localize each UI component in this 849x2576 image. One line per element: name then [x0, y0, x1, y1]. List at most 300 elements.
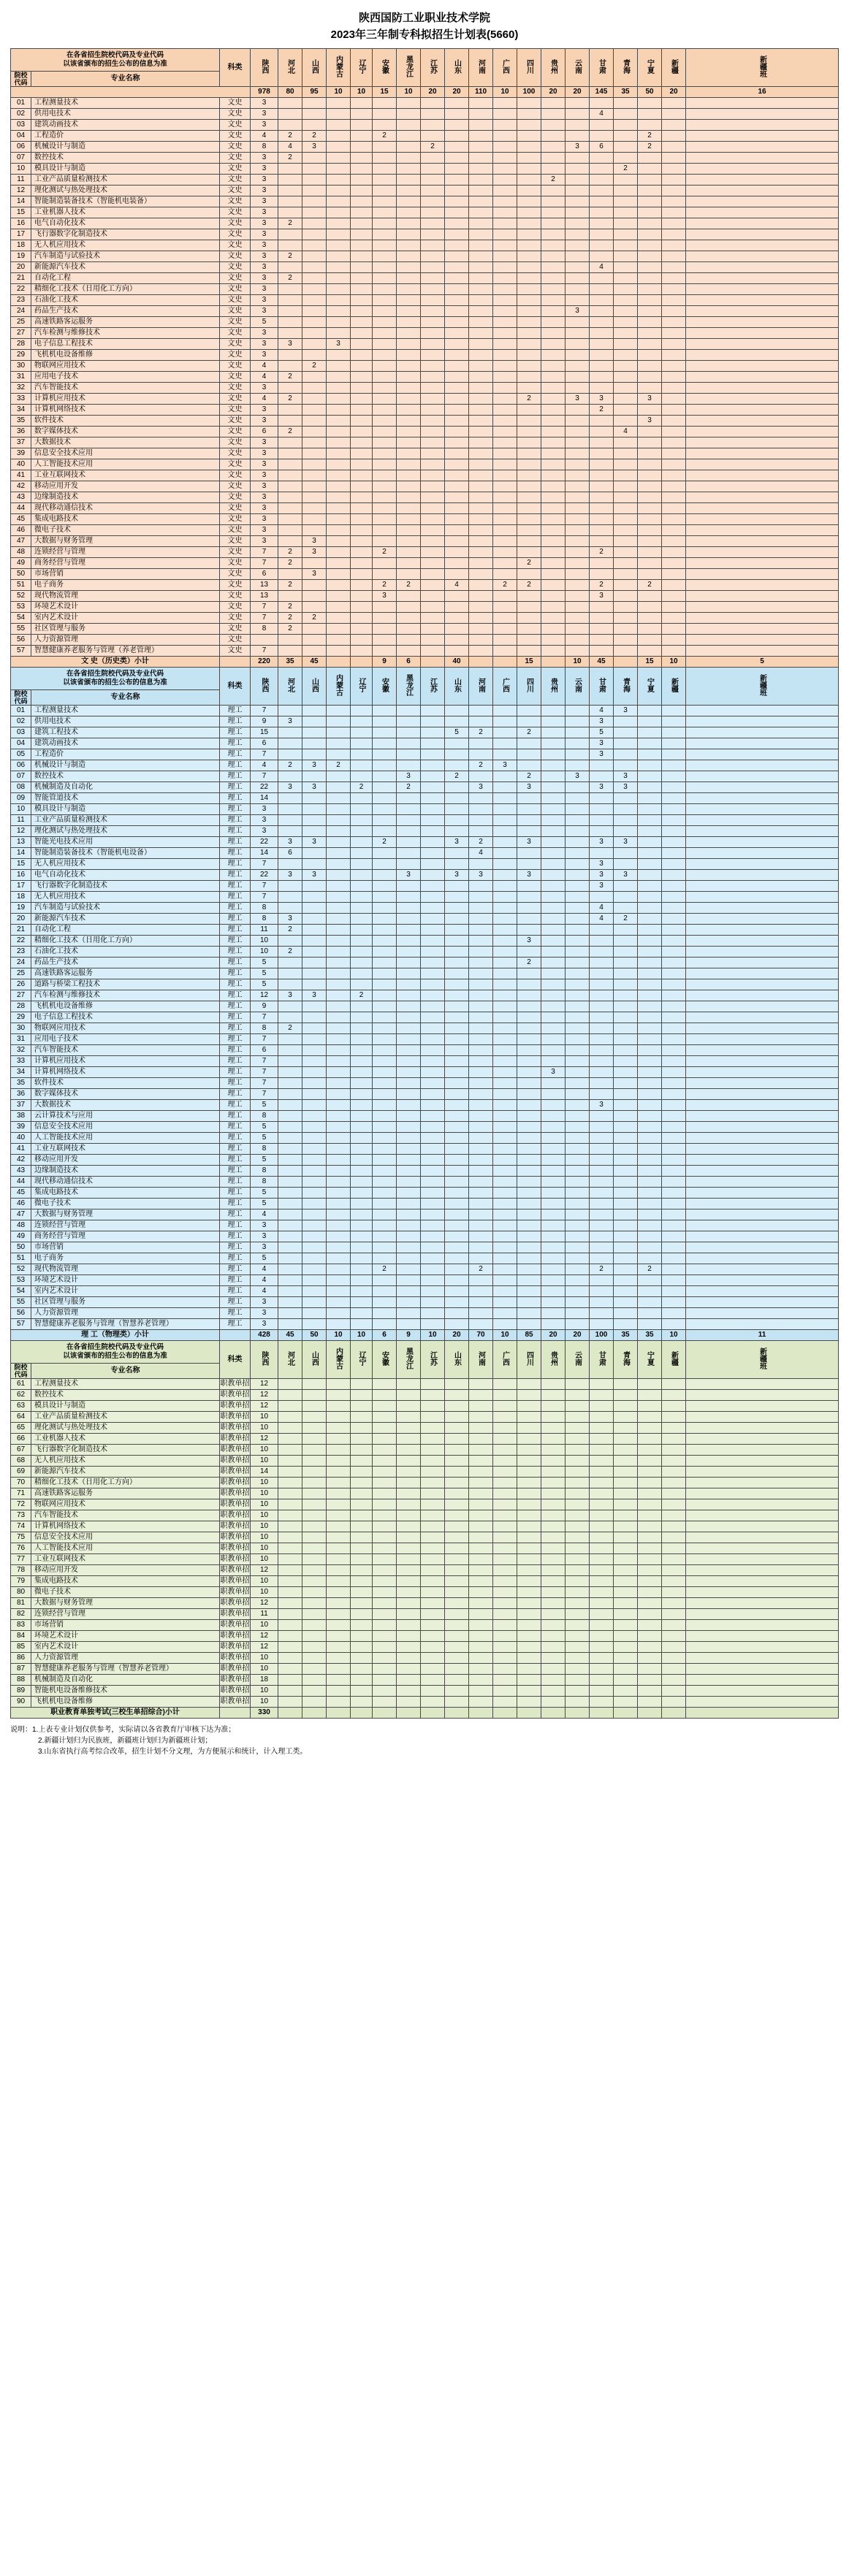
table-row	[11, 1155, 839, 1166]
row-value-15	[614, 968, 638, 979]
table-row	[11, 481, 839, 492]
row-value-4	[351, 1620, 373, 1631]
row-value-8	[445, 1686, 469, 1697]
total-value-4	[351, 1708, 373, 1719]
row-value-8	[445, 1144, 469, 1155]
row-value-15: 3	[614, 870, 638, 881]
table-row	[11, 771, 839, 782]
row-value-15	[614, 1478, 638, 1488]
row-value-2: 3	[302, 142, 327, 153]
row-value-15	[614, 1598, 638, 1609]
row-value-17	[662, 383, 686, 394]
row-value-5	[373, 914, 397, 925]
row-value-11	[517, 1319, 541, 1330]
row-value-18	[686, 815, 839, 826]
table-row	[11, 142, 839, 153]
row-value-11	[517, 1478, 541, 1488]
row-value-18	[686, 284, 839, 295]
total-value-8	[445, 1708, 469, 1719]
row-value-0: 7	[251, 1034, 278, 1045]
row-value-0: 3	[251, 1220, 278, 1231]
row-value-10	[493, 958, 517, 968]
row-value-0: 12	[251, 1390, 278, 1401]
row-value-14: 2	[590, 547, 614, 558]
row-value-14	[590, 470, 614, 481]
row-value-15	[614, 1379, 638, 1390]
row-value-16	[638, 251, 662, 262]
row-value-11	[517, 716, 541, 727]
row-value-1	[278, 749, 302, 760]
row-value-9	[469, 914, 493, 925]
row-value-1	[278, 1067, 302, 1078]
row-value-18	[686, 1631, 839, 1642]
row-value-12	[541, 1390, 566, 1401]
row-value-8	[445, 350, 469, 361]
row-value-5	[373, 990, 397, 1001]
row-value-1	[278, 437, 302, 448]
row-value-3	[327, 1209, 351, 1220]
table-row	[11, 273, 839, 284]
row-code: 10	[11, 804, 31, 815]
row-value-17	[662, 1045, 686, 1056]
row-value-7	[421, 826, 445, 837]
row-value-9	[469, 1012, 493, 1023]
row-value-2	[302, 120, 327, 131]
row-value-17	[662, 1423, 686, 1434]
total-value-2: 45	[302, 657, 327, 668]
row-value-17	[662, 624, 686, 635]
row-value-7	[421, 848, 445, 859]
row-value-3	[327, 1598, 351, 1609]
row-value-4	[351, 624, 373, 635]
row-value-15: 3	[614, 706, 638, 716]
province-count-18: 16	[686, 87, 839, 98]
row-value-0: 7	[251, 558, 278, 569]
row-value-11	[517, 481, 541, 492]
row-value-7	[421, 727, 445, 738]
row-value-15	[614, 558, 638, 569]
row-value-5	[373, 207, 397, 218]
row-value-9	[469, 120, 493, 131]
row-value-3	[327, 635, 351, 646]
row-value-16	[638, 1675, 662, 1686]
row-value-10	[493, 1133, 517, 1144]
row-value-10	[493, 1155, 517, 1166]
row-value-12	[541, 1144, 566, 1155]
row-value-1	[278, 1078, 302, 1089]
row-major-name: 连锁经营与管理	[31, 547, 220, 558]
row-value-0: 3	[251, 1319, 278, 1330]
row-value-16: 3	[638, 416, 662, 427]
row-value-5	[373, 1576, 397, 1587]
row-value-5	[373, 1653, 397, 1664]
row-value-7	[421, 196, 445, 207]
table-row	[11, 635, 839, 646]
row-value-15	[614, 947, 638, 958]
row-value-7	[421, 229, 445, 240]
row-value-3	[327, 990, 351, 1001]
row-value-1	[278, 1199, 302, 1209]
row-value-4	[351, 716, 373, 727]
row-value-14	[590, 229, 614, 240]
row-value-2	[302, 98, 327, 109]
row-value-14	[590, 624, 614, 635]
table-row	[11, 196, 839, 207]
row-value-5	[373, 1532, 397, 1543]
row-value-17	[662, 925, 686, 936]
row-value-7	[421, 1423, 445, 1434]
row-value-12	[541, 1675, 566, 1686]
row-value-18	[686, 1188, 839, 1199]
row-value-7	[421, 1264, 445, 1275]
row-value-9	[469, 1275, 493, 1286]
row-value-16	[638, 979, 662, 990]
row-value-3	[327, 947, 351, 958]
row-value-17	[662, 1532, 686, 1543]
row-value-18	[686, 947, 839, 958]
row-value-12	[541, 218, 566, 229]
province-count-2: 95	[302, 87, 327, 98]
row-major-name: 高速铁路客运服务	[31, 1488, 220, 1499]
row-value-10	[493, 1067, 517, 1078]
row-value-1	[278, 1576, 302, 1587]
row-value-3	[327, 470, 351, 481]
row-value-8	[445, 218, 469, 229]
row-value-16	[638, 1220, 662, 1231]
row-value-18	[686, 738, 839, 749]
table-row	[11, 1133, 839, 1144]
row-value-14	[590, 1412, 614, 1423]
row-value-12	[541, 120, 566, 131]
row-value-10	[493, 1587, 517, 1598]
section-header-province-15: 青海	[614, 49, 638, 87]
row-value-9	[469, 1379, 493, 1390]
row-value-3	[327, 1532, 351, 1543]
row-value-10	[493, 240, 517, 251]
row-major-name: 人力资源管理	[31, 635, 220, 646]
row-value-17	[662, 1434, 686, 1445]
row-value-13	[566, 1565, 590, 1576]
row-value-15	[614, 229, 638, 240]
row-value-0: 3	[251, 383, 278, 394]
total-value-14: 100	[590, 1330, 614, 1341]
row-value-13	[566, 416, 590, 427]
row-value-11	[517, 1242, 541, 1253]
row-value-4	[351, 1543, 373, 1554]
row-value-0: 3	[251, 416, 278, 427]
province-count-6: 10	[397, 87, 421, 98]
row-value-0: 3	[251, 295, 278, 306]
row-value-6	[397, 536, 421, 547]
row-value-7	[421, 1056, 445, 1067]
row-value-13: 3	[566, 306, 590, 317]
row-value-12	[541, 979, 566, 990]
province-count-4: 10	[351, 87, 373, 98]
row-value-3	[327, 1488, 351, 1499]
row-value-17	[662, 1067, 686, 1078]
section-header-note: 在各省招生院校代码及专业代码 以该省颁布的招生公布的信息为准	[11, 49, 220, 72]
row-value-11	[517, 749, 541, 760]
row-subject: 理工	[220, 892, 251, 903]
row-value-4	[351, 218, 373, 229]
row-value-7	[421, 1686, 445, 1697]
row-value-8: 3	[445, 870, 469, 881]
row-value-7	[421, 613, 445, 624]
row-code: 52	[11, 1264, 31, 1275]
row-code: 29	[11, 350, 31, 361]
row-value-15	[614, 1319, 638, 1330]
row-value-5	[373, 1664, 397, 1675]
row-subject: 职教单招	[220, 1390, 251, 1401]
row-value-18	[686, 273, 839, 284]
row-value-17	[662, 547, 686, 558]
row-value-7: 2	[421, 142, 445, 153]
table-row	[11, 437, 839, 448]
row-value-6	[397, 1177, 421, 1188]
row-value-1: 2	[278, 547, 302, 558]
row-subject: 理工	[220, 979, 251, 990]
row-value-1	[278, 1587, 302, 1598]
row-value-8	[445, 1209, 469, 1220]
total-value-11: 15	[517, 657, 541, 668]
row-value-6	[397, 635, 421, 646]
row-value-15	[614, 1532, 638, 1543]
row-value-15	[614, 317, 638, 328]
row-value-7	[421, 514, 445, 525]
row-value-17	[662, 848, 686, 859]
table-row	[11, 1319, 839, 1330]
row-value-7	[421, 958, 445, 968]
row-value-10	[493, 1565, 517, 1576]
row-value-0: 8	[251, 1144, 278, 1155]
row-value-2	[302, 1188, 327, 1199]
row-value-11	[517, 525, 541, 536]
row-value-13	[566, 782, 590, 793]
row-value-2	[302, 1467, 327, 1478]
total-value-0: 330	[251, 1708, 278, 1719]
row-value-6	[397, 646, 421, 657]
row-value-6	[397, 1686, 421, 1697]
row-value-0: 12	[251, 1379, 278, 1390]
row-value-15	[614, 120, 638, 131]
row-subject: 文史	[220, 317, 251, 328]
row-code: 46	[11, 1199, 31, 1209]
row-value-1	[278, 892, 302, 903]
row-value-8	[445, 1089, 469, 1100]
row-value-6	[397, 1510, 421, 1521]
row-value-2	[302, 706, 327, 716]
row-code: 25	[11, 968, 31, 979]
table-row	[11, 295, 839, 306]
row-value-9	[469, 350, 493, 361]
row-value-4	[351, 361, 373, 372]
table-row	[11, 782, 839, 793]
row-value-1	[278, 1253, 302, 1264]
row-value-5	[373, 1286, 397, 1297]
total-value-13: 10	[566, 657, 590, 668]
row-value-18	[686, 1155, 839, 1166]
row-value-18	[686, 793, 839, 804]
row-major-name: 工业产品质量检测技术	[31, 175, 220, 186]
section-header-subject: 科类	[220, 668, 251, 706]
row-value-9: 2	[469, 727, 493, 738]
row-value-7	[421, 547, 445, 558]
row-value-0: 10	[251, 947, 278, 958]
row-value-1: 3	[278, 837, 302, 848]
section-header-province-15: 青海	[614, 1341, 638, 1379]
row-major-name: 信息安全技术应用	[31, 448, 220, 459]
row-value-10	[493, 1199, 517, 1209]
row-value-9	[469, 1631, 493, 1642]
row-value-16	[638, 481, 662, 492]
row-value-9	[469, 317, 493, 328]
row-value-1	[278, 1675, 302, 1686]
row-code: 02	[11, 109, 31, 120]
row-value-13	[566, 503, 590, 514]
row-value-17	[662, 1510, 686, 1521]
table-row	[11, 1488, 839, 1499]
row-value-6	[397, 1286, 421, 1297]
table-row	[11, 339, 839, 350]
row-value-18	[686, 1390, 839, 1401]
row-value-7	[421, 990, 445, 1001]
row-value-4	[351, 1686, 373, 1697]
row-value-10	[493, 416, 517, 427]
row-value-1	[278, 1445, 302, 1456]
table-row	[11, 1467, 839, 1478]
row-value-18	[686, 142, 839, 153]
row-subject: 理工	[220, 881, 251, 892]
row-value-3	[327, 218, 351, 229]
row-value-12	[541, 1379, 566, 1390]
row-value-12	[541, 427, 566, 437]
row-subject: 理工	[220, 837, 251, 848]
row-value-16	[638, 760, 662, 771]
row-value-14: 3	[590, 1100, 614, 1111]
row-value-15	[614, 503, 638, 514]
row-value-3	[327, 416, 351, 427]
row-value-1	[278, 196, 302, 207]
row-major-name: 移动应用开发	[31, 1565, 220, 1576]
row-value-12	[541, 196, 566, 207]
row-value-6	[397, 613, 421, 624]
row-value-13	[566, 815, 590, 826]
row-major-name: 工业互联网技术	[31, 470, 220, 481]
row-value-17	[662, 1166, 686, 1177]
row-value-5	[373, 1078, 397, 1089]
row-major-name: 边缘制造技术	[31, 492, 220, 503]
row-value-4: 2	[351, 990, 373, 1001]
row-value-3	[327, 1045, 351, 1056]
row-value-0: 3	[251, 405, 278, 416]
row-value-9	[469, 547, 493, 558]
row-value-5	[373, 646, 397, 657]
row-value-5	[373, 1188, 397, 1199]
row-value-18	[686, 218, 839, 229]
row-value-8	[445, 459, 469, 470]
row-value-17	[662, 1686, 686, 1697]
row-major-name: 计算机网络技术	[31, 1521, 220, 1532]
row-value-9	[469, 1598, 493, 1609]
row-value-15	[614, 958, 638, 968]
table-row	[11, 1231, 839, 1242]
label-major-name: 专业名称	[31, 72, 220, 87]
row-code: 27	[11, 990, 31, 1001]
row-value-18	[686, 1067, 839, 1078]
row-value-2	[302, 881, 327, 892]
row-value-18	[686, 804, 839, 815]
row-value-7	[421, 1642, 445, 1653]
row-value-5	[373, 947, 397, 958]
row-value-0: 10	[251, 1576, 278, 1587]
province-count-13: 20	[566, 87, 590, 98]
row-subject: 职教单招	[220, 1423, 251, 1434]
row-value-16	[638, 437, 662, 448]
row-value-4	[351, 1188, 373, 1199]
row-value-3	[327, 120, 351, 131]
row-value-9	[469, 372, 493, 383]
row-value-16	[638, 1609, 662, 1620]
row-code: 38	[11, 1111, 31, 1122]
row-code: 09	[11, 793, 31, 804]
row-value-15	[614, 207, 638, 218]
row-subject: 理工	[220, 1319, 251, 1330]
row-value-3	[327, 1609, 351, 1620]
row-value-12	[541, 602, 566, 613]
row-value-3	[327, 306, 351, 317]
row-value-2	[302, 1199, 327, 1209]
row-value-14	[590, 1122, 614, 1133]
row-value-0: 3	[251, 815, 278, 826]
row-code: 35	[11, 1078, 31, 1089]
row-subject: 职教单招	[220, 1412, 251, 1423]
row-value-12	[541, 1478, 566, 1488]
row-value-7	[421, 1144, 445, 1155]
row-value-1	[278, 350, 302, 361]
section-header-province-4: 辽宁	[351, 49, 373, 87]
row-value-12	[541, 558, 566, 569]
row-value-7	[421, 635, 445, 646]
row-code: 68	[11, 1456, 31, 1467]
row-value-13	[566, 1001, 590, 1012]
row-value-8	[445, 859, 469, 870]
row-value-9	[469, 405, 493, 416]
row-value-13	[566, 892, 590, 903]
row-value-7	[421, 771, 445, 782]
row-value-0: 5	[251, 968, 278, 979]
row-value-2	[302, 1319, 327, 1330]
row-value-1	[278, 1231, 302, 1242]
row-major-name: 移动应用开发	[31, 1155, 220, 1166]
row-subject: 理工	[220, 870, 251, 881]
row-value-13	[566, 958, 590, 968]
row-value-13	[566, 793, 590, 804]
row-value-5	[373, 804, 397, 815]
row-value-10	[493, 142, 517, 153]
row-value-10	[493, 1412, 517, 1423]
row-value-12	[541, 1565, 566, 1576]
row-value-3	[327, 1565, 351, 1576]
row-value-18	[686, 892, 839, 903]
row-value-11	[517, 859, 541, 870]
row-value-15	[614, 1609, 638, 1620]
row-value-1	[278, 405, 302, 416]
row-value-9	[469, 1521, 493, 1532]
row-value-10	[493, 782, 517, 793]
row-value-1	[278, 317, 302, 328]
row-value-10	[493, 569, 517, 580]
row-value-17	[662, 251, 686, 262]
